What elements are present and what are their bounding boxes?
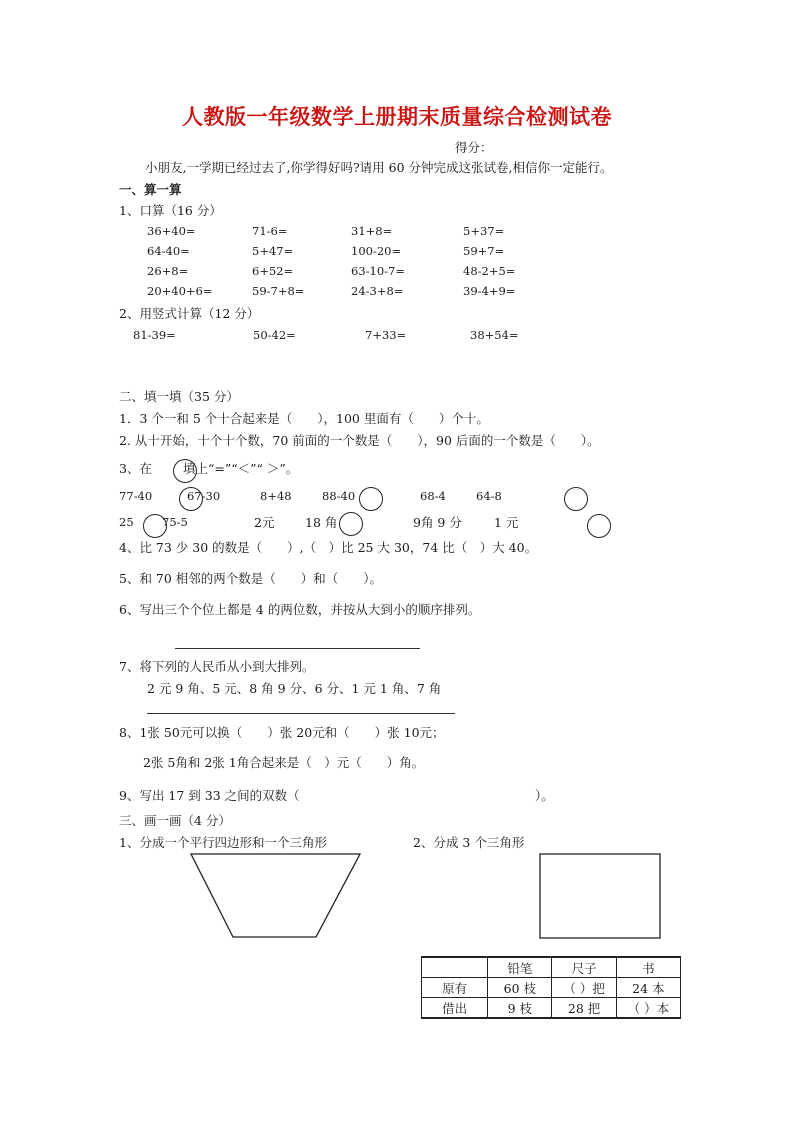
answer-line[interactable] bbox=[175, 648, 420, 649]
answer-line[interactable] bbox=[147, 713, 455, 714]
vertical-calc-item: 7+33= bbox=[365, 328, 407, 342]
compare-expr: 68-4 bbox=[420, 489, 446, 503]
table-row bbox=[422, 978, 681, 998]
oral-calc-item: 59+7= bbox=[463, 244, 505, 258]
question-7-items: 2 元 9 角、5 元、8 角 9 分、6 分、1 元 1 角、7 角 bbox=[147, 681, 442, 696]
table-cell: 28 把 bbox=[552, 998, 616, 1019]
oral-calc-item: 100-20= bbox=[351, 244, 402, 258]
table-row bbox=[422, 998, 681, 1019]
oral-calc-item: 63-10-7= bbox=[351, 264, 405, 278]
question-4: 4、比 73 少 30 的数是（ ）,（ ）比 25 大 30，74 比（ ）大 40。 bbox=[119, 540, 538, 555]
oral-calc-item: 20+40+6= bbox=[147, 284, 213, 298]
compare-expr: 75-5 bbox=[162, 515, 188, 529]
question-5: 5、和 70 相邻的两个数是（ ）和（ ）。 bbox=[119, 571, 383, 586]
vertical-calc-item: 50-42= bbox=[253, 328, 296, 342]
trapezoid-shape[interactable] bbox=[190, 853, 362, 939]
table-cell: 24 本 bbox=[616, 978, 680, 998]
question-3-suffix: 填上“=”“＜”“ ＞”。 bbox=[183, 461, 299, 476]
table-cell[interactable]: （ ）把 bbox=[552, 978, 616, 998]
section1-heading: 一、算一算 bbox=[119, 182, 182, 197]
compare-expr: 2元 bbox=[254, 515, 275, 530]
oral-calc-item: 39-4+9= bbox=[463, 284, 516, 298]
oral-calc-item: 31+8= bbox=[351, 224, 393, 238]
oral-calc-item: 64-40= bbox=[147, 244, 190, 258]
compare-expr: 18 角 bbox=[305, 515, 338, 530]
question-6: 6、写出三个个位上都是 4 的两位数，并按从大到小的顺序排列。 bbox=[119, 602, 481, 617]
part1-heading: 1、口算（16 分） bbox=[119, 203, 222, 218]
draw-question-1: 1、分成一个平行四边形和一个三角形 bbox=[119, 835, 327, 850]
question-1: 1．3 个一和 5 个十合起来是（ ），100 里面有（ ）个十。 bbox=[119, 411, 489, 426]
question-7: 7、将下列的人民币从小到大排列。 bbox=[119, 659, 315, 674]
oral-calc-item: 59-7+8= bbox=[252, 284, 305, 298]
table-header-row bbox=[422, 957, 681, 978]
section3-heading: 三、画一画（4 分） bbox=[119, 813, 231, 828]
compare-circle[interactable] bbox=[339, 512, 363, 536]
table-cell[interactable]: （ ）本 bbox=[616, 998, 680, 1019]
oral-calc-item: 71-6= bbox=[252, 224, 288, 238]
table-cell: 铅笔 bbox=[488, 957, 552, 978]
oral-calc-item: 6+52= bbox=[252, 264, 294, 278]
compare-expr: 67-30 bbox=[187, 489, 221, 503]
compare-circle[interactable] bbox=[587, 514, 611, 538]
compare-circle[interactable] bbox=[359, 487, 383, 511]
oral-calc-item: 48-2+5= bbox=[463, 264, 516, 278]
table-cell: 9 枝 bbox=[488, 998, 552, 1019]
question-9-suffix: ）。 bbox=[535, 788, 554, 803]
question-3-prefix: 3、在 bbox=[119, 461, 152, 476]
compare-expr: 25 bbox=[119, 515, 134, 529]
compare-expr: 88-40 bbox=[322, 489, 356, 503]
compare-expr: 8+48 bbox=[260, 489, 292, 503]
oral-calc-item: 24-3+8= bbox=[351, 284, 404, 298]
table-cell bbox=[422, 957, 488, 978]
table-cell: 尺子 bbox=[552, 957, 616, 978]
table-cell: 书 bbox=[616, 957, 680, 978]
intro-text: 小朋友,一学期已经过去了,你学得好吗?请用 60 分钟完成这张试卷,相信你一定能行。 bbox=[145, 160, 613, 175]
question-8-line1: 8、1张 50元可以换（ ）张 20元和（ ）张 10元； bbox=[119, 725, 445, 740]
oral-calc-item: 36+40= bbox=[147, 224, 196, 238]
section2-heading: 二、填一填（35 分） bbox=[119, 389, 239, 404]
page-title: 人教版一年级数学上册期末质量综合检测试卷 bbox=[182, 104, 612, 129]
compare-expr: 9角 9 分 bbox=[413, 515, 462, 530]
compare-circle[interactable] bbox=[564, 487, 588, 511]
question-2: 2. 从十开始，十个十个数，70 前面的一个数是（ ），90 后面的一个数是（ ）。 bbox=[119, 433, 600, 448]
table-cell: 原有 bbox=[422, 978, 488, 998]
compare-expr: 64-8 bbox=[476, 489, 502, 503]
question-9-prefix: 9、写出 17 到 33 之间的双数（ bbox=[119, 788, 300, 803]
score-label: 得分： bbox=[455, 140, 493, 155]
table-cell: 借出 bbox=[422, 998, 488, 1019]
question-8-line2: 2张 5角和 2张 1角合起来是（ ）元（ ）角。 bbox=[143, 755, 425, 770]
vertical-calc-item: 81-39= bbox=[133, 328, 176, 342]
compare-expr: 77-40 bbox=[119, 489, 153, 503]
rectangle-shape[interactable] bbox=[539, 853, 661, 939]
table-cell: 60 枝 bbox=[488, 978, 552, 998]
oral-calc-item: 5+37= bbox=[463, 224, 505, 238]
oral-calc-item: 5+47= bbox=[252, 244, 294, 258]
stationery-table bbox=[421, 956, 681, 1019]
vertical-calc-item: 38+54= bbox=[470, 328, 519, 342]
part2-heading: 2、用竖式计算（12 分） bbox=[119, 306, 260, 321]
oral-calc-item: 26+8= bbox=[147, 264, 189, 278]
compare-expr: 1 元 bbox=[494, 515, 519, 530]
draw-question-2: 2、分成 3 个三角形 bbox=[413, 835, 525, 850]
